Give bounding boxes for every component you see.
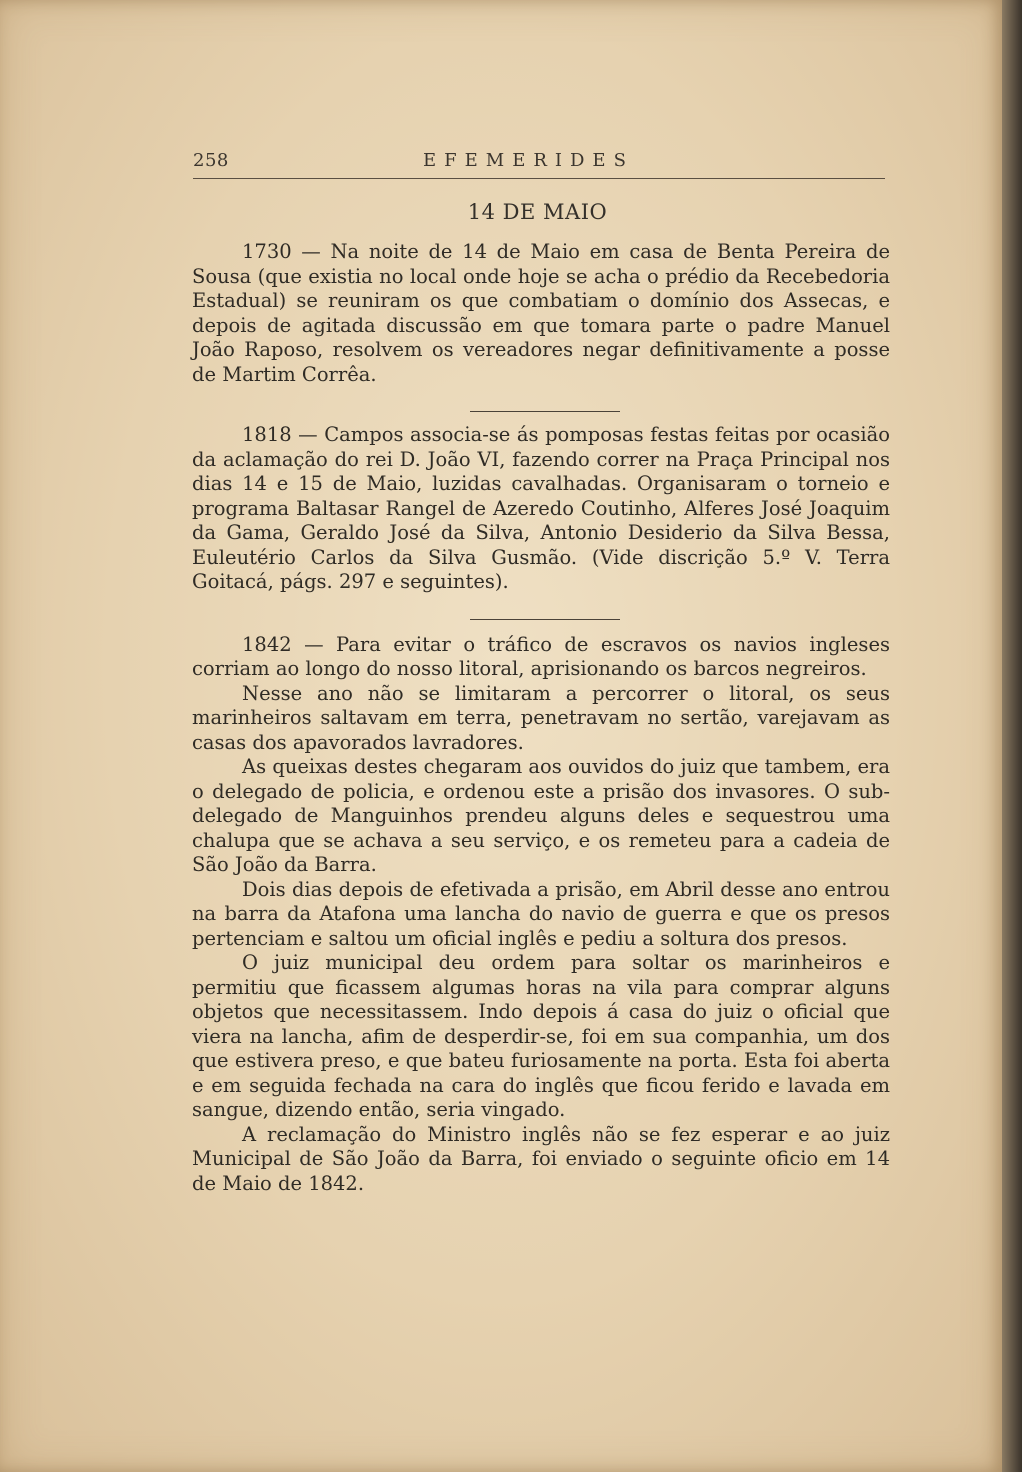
entry-1842 [192,633,890,1197]
page-body [192,240,890,1196]
section-date-title: 14 DE MAIO [467,200,608,224]
entry-separator [470,411,620,412]
paragraph: As queixas destes chegaram aos ouvidos do juiz que tambem, era o delegado de policia, e ordenou este a prisão dos invasores. O sub-delegado de Manguinhos prendeu alguns deles e sequestrou uma chalupa que se achava a seu serviço, e os remeteu para a cadeia de São João da Barra. [192,755,890,876]
paragraph: O juiz municipal deu ordem para soltar os marinheiros e permitiu que ficassem algumas horas na vila para comprar alguns objetos que necessitassem. Indo depois á casa do juiz o oficial que viera na lancha, afim de desperdir-se, foi em sua companhia, um dos que estivera preso, e que bateu furiosamente na porta. Esta foi aberta e em seguida fechada na cara do inglês que ficou ferido e lavada em sangue, dizendo então, seria vingado. [192,951,890,1121]
entry-1730 [192,240,890,387]
running-title: EFEMERIDES [423,150,634,171]
paragraph: 1842 — Para evitar o tráfico de escravos os navios ingleses corriam ao longo do nosso litoral, aprisionando os barcos negreiros. [192,632,890,680]
page-number: 258 [193,150,229,171]
paragraph: 1730 — Na noite de 14 de Maio em casa de Benta Pereira de Sousa (que existia no local onde hoje se acha o prédio da Recebedoria Estadual) se reuniram os que combatiam o domínio dos Assecas, e depois de agitada discussão em que tomara parte o padre Manuel João Raposo, resolvem os vereadores negar definitivamente a posse de Martim Corrêa. [192,240,890,386]
entry-separator [470,619,620,620]
entry-1818 [192,423,890,595]
book-spine-edge [1002,0,1022,1472]
paragraph: Dois dias depois de efetivada a prisão, em Abril desse ano entrou na barra da Atafona uma lancha do navio de guerra e que os presos pertenciam e saltou um oficial inglês e pediu a soltura dos presos. [192,877,890,950]
paragraph: Nesse ano não se limitaram a percorrer o litoral, os seus marinheiros saltavam em terra, penetravam no sertão, varejavam as casas dos apavorados lavradores. [192,681,890,754]
paragraph: 1818 — Campos associa-se ás pomposas festas feitas por ocasião da aclamação do rei D. João VI, fazendo correr na Praça Principal nos dias 14 e 15 de Maio, luzidas cavalhadas. Organisaram o torneio e programa Baltasar Rangel de Azeredo Coutinho, Alferes José Joaquim da Gama, Geraldo José da Silva, Antonio Desiderio da Silva Bessa, Euleutério Carlos da Silva Gusmão. (Vide discrição 5.º V. Terra Goitacá, págs. 297 e seguintes). [192,423,890,593]
paragraph: A reclamação do Ministro inglês não se fez esperar e ao juiz Municipal de São João da Barra, foi enviado o seguinte oficio em 14 de Maio de 1842. [192,1122,890,1195]
page-header [193,150,885,179]
